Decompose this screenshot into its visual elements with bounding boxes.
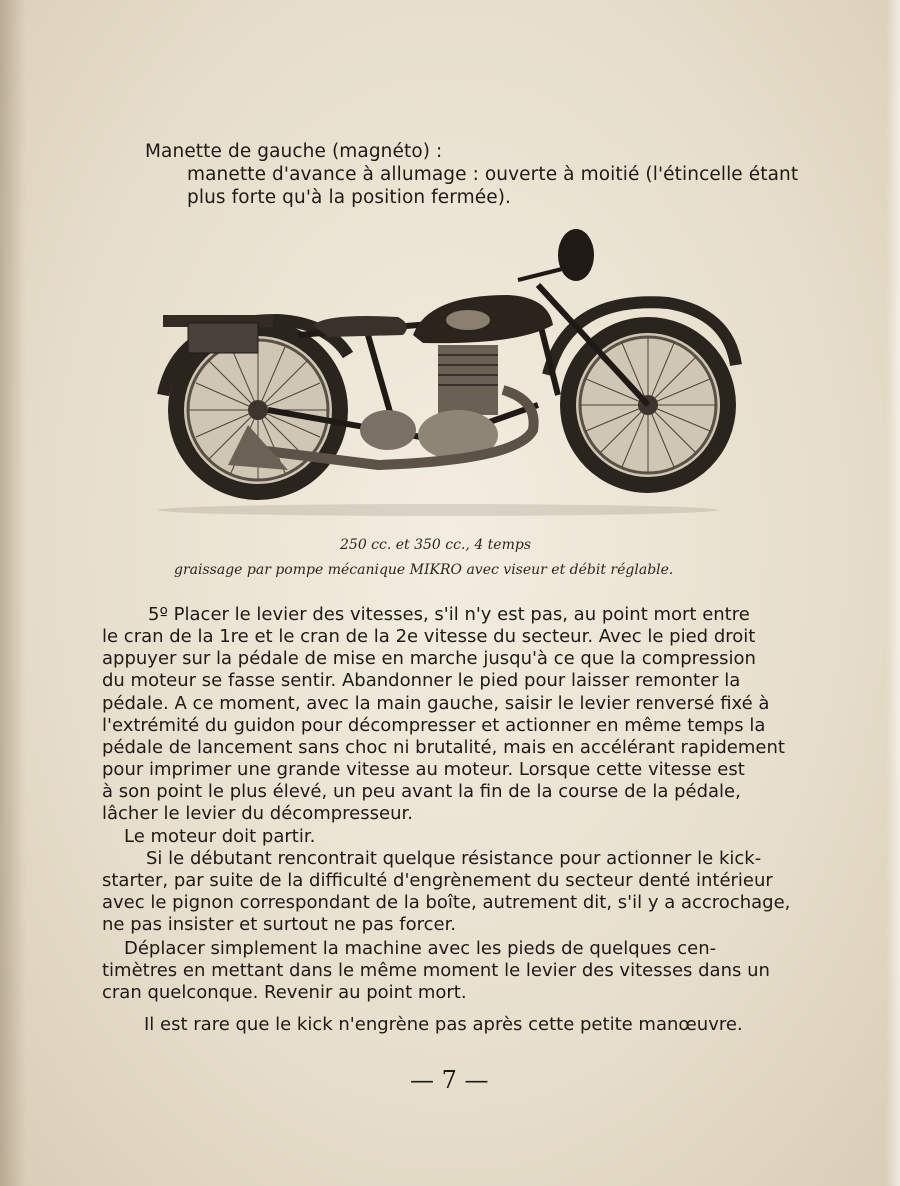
body-line: Il est rare que le kick n'engrène pas après cette petite manœuvre. bbox=[144, 1014, 743, 1035]
page-right-edge bbox=[886, 0, 900, 1186]
heading-line-1: Manette de gauche (magnéto) : bbox=[145, 141, 443, 162]
body-line: Le moteur doit partir. bbox=[124, 826, 316, 847]
body-line: à son point le plus élevé, un peu avant la fin de la course de la pédale, bbox=[102, 781, 741, 802]
heading-line-2: manette d'avance à allumage : ouverte à moitié (l'étincelle étant bbox=[187, 164, 799, 185]
body-line: appuyer sur la pédale de mise en marche jusqu'à ce que la compression bbox=[102, 648, 756, 669]
body-line: ne pas insister et surtout ne pas forcer. bbox=[102, 914, 457, 935]
figure-caption-line-1: 250 cc. et 350 cc., 4 temps bbox=[340, 537, 532, 553]
body-line: le cran de la 1re et le cran de la 2e vitesse du secteur. Avec le pied droit bbox=[102, 626, 756, 647]
body-line: 5º Placer le levier des vitesses, s'il n'y est pas, au point mort entre bbox=[148, 604, 750, 625]
body-line: pédale. A ce moment, avec la main gauche, saisir le levier renversé fixé à bbox=[102, 693, 770, 714]
figure-caption-line-2: graissage par pompe mécanique MIKRO avec viseur et débit réglable. bbox=[174, 562, 674, 578]
page-number: — 7 — bbox=[410, 1066, 489, 1094]
body-line: du moteur se fasse sentir. Abandonner le pied pour laisser remonter la bbox=[102, 670, 741, 691]
body-line: Déplacer simplement la machine avec les pieds de quelques cen- bbox=[124, 938, 717, 959]
body-line: avec le pignon correspondant de la boîte, autrement dit, s'il y a accrochage, bbox=[102, 892, 791, 913]
body-line: starter, par suite de la difficulté d'engrènement du secteur denté intérieur bbox=[102, 870, 773, 891]
body-line: pour imprimer une grande vitesse au moteur. Lorsque cette vitesse est bbox=[102, 759, 745, 780]
page-left-shadow bbox=[0, 0, 26, 1186]
heading-line-3: plus forte qu'à la position fermée). bbox=[187, 187, 512, 208]
body-line: l'extrémité du guidon pour décompresser et actionner en même temps la bbox=[102, 715, 766, 736]
body-line: lâcher le levier du décompresseur. bbox=[102, 803, 413, 824]
body-line: Si le débutant rencontrait quelque résistance pour actionner le kick- bbox=[146, 848, 762, 869]
body-line: pédale de lancement sans choc ni brutalité, mais en accélérant rapidement bbox=[102, 737, 785, 758]
motorcycle-illustration bbox=[138, 225, 743, 520]
body-line: timètres en mettant dans le même moment le levier des vitesses dans un bbox=[102, 960, 770, 981]
body-line: cran quelconque. Revenir au point mort. bbox=[102, 982, 467, 1003]
